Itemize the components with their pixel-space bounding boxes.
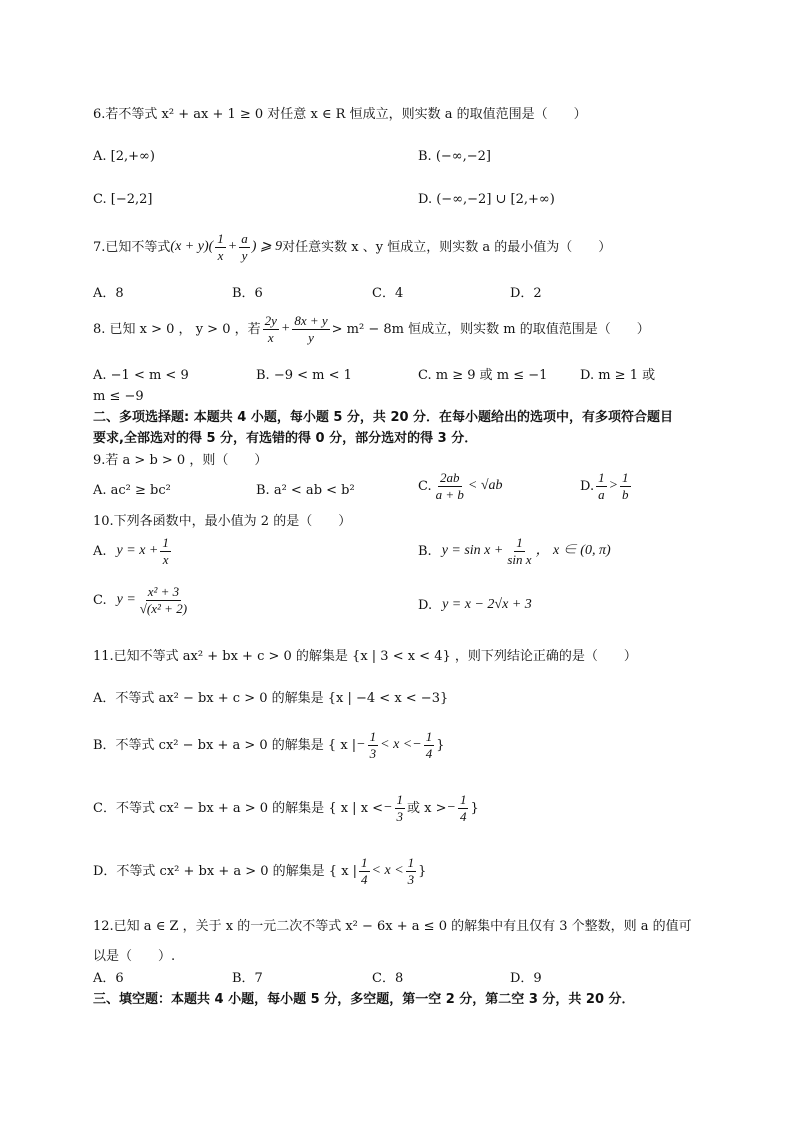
q10-stem: 10.下列各函数中，最小值为 2 的是（ ） xyxy=(93,514,352,529)
q7-option-b: B．6 xyxy=(232,286,263,301)
q9-c-fraction: $\frac{2ab}{a + b}$ xyxy=(435,470,464,502)
q6-option-c: C. [−2,2] xyxy=(93,192,153,207)
q8-prefix: 8. 已知 x > 0 ， y > 0 ，若 xyxy=(93,321,261,337)
q8-option-d-cont: m ≤ −9 xyxy=(93,389,144,404)
q11-stem: 11.已知不等式 ax² + bx + c > 0 的解集是 {x | 3 < x < 4} ，则下列结论正确的是（ ） xyxy=(93,649,637,664)
q12-option-a: A．6 xyxy=(93,971,124,986)
q8-fraction-2: $\frac{8x + y}{y}$ xyxy=(294,313,328,345)
q11-option-b: B．不等式 cx² − bx + a > 0 的解集是 { x | − $\frac{1}{3}$ < x < − $\frac{1}{4}$ } xyxy=(93,729,445,761)
q7-option-a: A．8 xyxy=(93,286,124,301)
q11-option-a: A．不等式 ax² − bx + c > 0 的解集是 {x | −4 < x < −3} xyxy=(93,691,449,706)
q11-b-fraction-2: $\frac{1}{4}$ xyxy=(425,729,433,761)
q7-ineq-left: (x + y)( xyxy=(170,239,214,255)
q7-suffix: 对任意实数 x 、y 恒成立，则实数 a 的最小值为（ ） xyxy=(282,239,612,255)
q7-fraction-1: $\frac{1}{x}$ xyxy=(217,231,224,263)
section-3-header: 三、填空题：本题共 4 小题，每小题 5 分，多空题，第一空 2 分，第二空 3 分，共 20 分． xyxy=(93,992,635,1007)
section-2-header-line-1: 二、多项选择题: 本题共 4 小题，每小题 5 分，共 20 分．在每小题给出的选项中，有多项符合题目 xyxy=(93,410,674,425)
q8-option-a: A. −1 < m < 9 xyxy=(93,368,189,383)
q7-stem: 7.已知不等式 (x + y)( $\frac{1}{x}$ + $\frac{a}{y}$ ) ⩾ 9 对任意实数 x 、y 恒成立，则实数 a 的最小值为（ ） xyxy=(93,231,612,263)
q6-option-d: D. (−∞,−2] ∪ [2,+∞) xyxy=(418,192,555,207)
q8-option-c: C. m ≥ 9 或 m ≤ −1 xyxy=(418,368,548,383)
q11-d-fraction-1: $\frac{1}{4}$ xyxy=(361,855,368,887)
q10-c-fraction: $\frac{\text{x² + 3}}{\text{√(x² + 2)}}$ xyxy=(139,584,188,616)
q7-option-c: C．4 xyxy=(372,286,404,301)
q6-stem: 6.若不等式 x² + ax + 1 ≥ 0 对任意 x ∈ R 恒成立，则实数 a 的取值范围是（ ） xyxy=(93,107,587,122)
q11-option-c: C．不等式 cx² − bx + a > 0 的解集是 { x | x < − $\frac{1}{3}$ 或 x > − $\frac{1}{4}$ } xyxy=(93,792,479,824)
q8-fraction-1: $\frac{2y}{x}$ xyxy=(264,313,277,345)
q12-stem-line-2: 以是（ ）. xyxy=(93,949,176,964)
q9-option-d: D. $\frac{1}{a}$ > $\frac{1}{b}$ xyxy=(580,470,629,502)
q8-option-b: B. −9 < m < 1 xyxy=(256,368,352,383)
q9-option-b: B. a² < ab < b² xyxy=(256,483,355,498)
q8-stem: 8. 已知 x > 0 ， y > 0 ，若 $\frac{2y}{x}$ + $\frac{8x + y}{y}$ > m² − 8m 恒成立，则实数 m 的取值范围是（ ） xyxy=(93,313,650,345)
q11-d-fraction-2: $\frac{1}{3}$ xyxy=(407,855,415,887)
q10-option-b: B. y = sin x + $\frac{1}{\text{sin x}}$ ， x ∈ (0, π) xyxy=(418,535,611,567)
q11-c-fraction-2: $\frac{1}{4}$ xyxy=(459,792,467,824)
q9-option-a: A. ac² ≥ bc² xyxy=(93,483,171,498)
q9-d-fraction-2: $\frac{1}{b}$ xyxy=(622,470,629,502)
q10-option-a: A. y = x + $\frac{1}{x}$ xyxy=(93,535,169,567)
q6-option-a: A. [2,+∞) xyxy=(93,149,155,164)
q12-stem-line-1: 12.已知 a ∈ Z ，关于 x 的一元二次不等式 x² − 6x + a ≤ 0 的解集中有且仅有 3 个整数，则 a 的值可 xyxy=(93,919,692,934)
q10-b-fraction: $\frac{1}{\text{sin x}}$ xyxy=(507,535,532,567)
q10-option-c: C. y = $\frac{\text{x² + 3}}{\text{√(x² + 2)}}$ xyxy=(93,584,188,616)
q7-option-d: D．2 xyxy=(510,286,542,301)
q11-c-fraction-1: $\frac{1}{3}$ xyxy=(396,792,404,824)
q12-option-b: B．7 xyxy=(232,971,263,986)
q6-option-b: B. (−∞,−2] xyxy=(418,149,491,164)
q10-option-d: D. y = x − 2√x + 3 xyxy=(418,597,532,613)
q9-stem: 9.若 a > b > 0 ，则（ ） xyxy=(93,453,268,468)
section-2-header-line-2: 要求,全部选对的得 5 分，有选错的得 0 分，部分选对的得 3 分． xyxy=(93,431,478,446)
q12-option-d: D．9 xyxy=(510,971,542,986)
q11-option-d: D．不等式 cx² + bx + a > 0 的解集是 { x | $\frac{1}{4}$ < x < $\frac{1}{3}$ } xyxy=(93,855,427,887)
q7-prefix: 7.已知不等式 xyxy=(93,239,171,255)
q10-a-fraction: $\frac{1}{x}$ xyxy=(162,535,169,567)
q9-d-fraction-1: $\frac{1}{a}$ xyxy=(598,470,605,502)
q8-rest: > m² − 8m 恒成立，则实数 m 的取值范围是（ ） xyxy=(331,321,650,337)
q8-option-d: D. m ≥ 1 或 xyxy=(580,368,656,383)
q7-ineq-right: ) ⩾ 9 xyxy=(251,239,283,255)
q12-option-c: C．8 xyxy=(372,971,404,986)
q7-fraction-2: $\frac{a}{y}$ xyxy=(241,231,248,263)
q11-b-fraction-1: $\frac{1}{3}$ xyxy=(369,729,377,761)
q9-option-c: C. $\frac{2ab}{a + b}$ < √ab xyxy=(418,470,503,502)
